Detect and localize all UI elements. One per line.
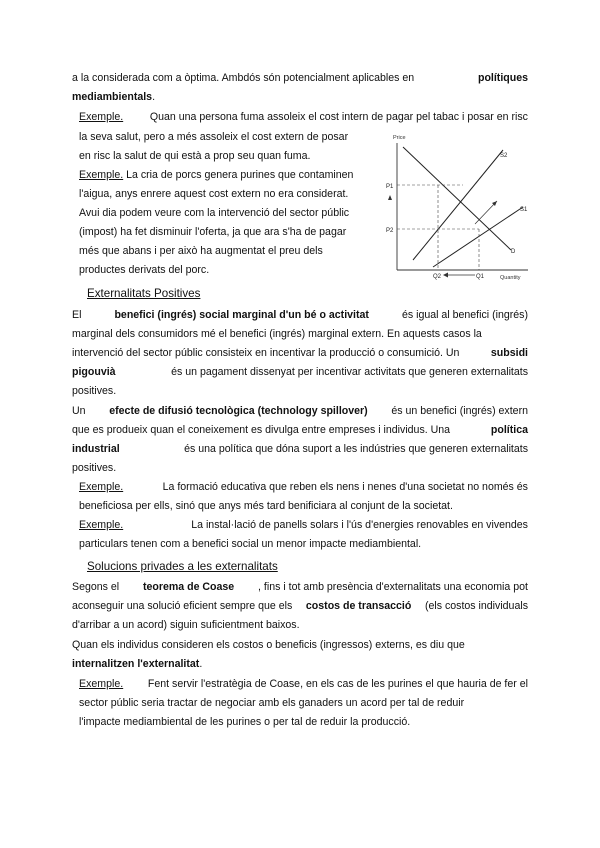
bold-term: benefici (ingrés) social marginal d'un bé o activitat	[114, 309, 369, 321]
supply-curve-s2	[413, 150, 503, 260]
bold-term: internalitzen l'externalitat	[72, 658, 200, 670]
p2-label: P2	[386, 228, 394, 234]
bold-term: costos de transacció	[305, 600, 412, 612]
example5-line-1: Exemple. Fent servir l'estratègia de Coase, en els cas de les purines el que hauria de fer el	[79, 678, 528, 690]
price-arrowhead	[388, 195, 392, 200]
p1-label: P1	[386, 184, 394, 190]
example3-line-1: Exemple. La formació educativa que reben els nens i nenes d'una societat no només és	[79, 481, 528, 493]
example-label: Exemple.	[79, 481, 124, 493]
example2-line-1: Exemple. La cria de porcs genera purines que contaminen	[79, 169, 354, 181]
positive-p2-line-3: industrial és una política que dóna suport a les indústries que generen externalitats	[72, 443, 528, 455]
example4-line-2: particulars tenen com a benefici social un menor impacte mediambiental.	[79, 538, 422, 550]
heading-positive: Externalitats Positives	[87, 287, 201, 300]
supply-demand-figure	[383, 127, 533, 287]
private-p1-line-2: aconseguir una solució eficient sempre que els costos de transacció (els costos individuals	[72, 600, 528, 612]
q1-label: Q1	[476, 274, 485, 280]
positive-p2-line-1: Un efecte de difusió tecnològica (technology spillover) és un benefici (ingrés) extern	[72, 405, 528, 417]
example4-line-1: Exemple. La instal·lació de panells solars i l'ús d'energies renovables en vivendes	[79, 519, 528, 531]
positive-p1-line-5: positives.	[72, 385, 117, 397]
positive-p1-line-4: pigouvià és un pagament dissenyat per incentivar activitats que generen externalitats	[72, 366, 528, 378]
example5-line-2: sector públic seria tractar de negociar amb els ganaders un acord per tal de reduir	[79, 697, 465, 709]
demand-curve	[403, 147, 511, 250]
positive-p2-line-2: que es produeix quan el coneixement es divulga entre empreses i individus. Una política	[72, 424, 528, 436]
bold-term: política	[490, 424, 528, 436]
example-label: Exemple.	[79, 111, 124, 123]
private-p1-line-3: d'arribar a un acord) siguin suficientment baixos.	[72, 619, 300, 631]
heading-private-solutions: Solucions privades a les externalitats	[87, 560, 278, 573]
example2-line-4: (impost) ha fet disminuir l'oferta, ja que ara s'ha de pagar	[79, 226, 347, 238]
s2-label: S2	[500, 153, 508, 159]
example1-line-1: Exemple. Quan una persona fuma assoleix el cost intern de pagar pel tabac i posar en risc	[79, 111, 528, 123]
positive-p1-line-2: marginal dels consumidors mé el benefici (ingrés) marginal extern. En aquests casos la	[72, 328, 482, 340]
y-axis-label: Price	[393, 135, 406, 141]
q2-label: Q2	[433, 274, 442, 280]
example2-line-6: productes derivats del porc.	[79, 264, 210, 276]
example2-line-5: més que abans i per això ha augmentat el preu dels	[79, 245, 323, 257]
example2-line-3: Avui dia podem veure com la intervenció del sector públic	[79, 207, 350, 219]
private-p2-line-1: Quan els individus consideren els costos o beneficis (ingressos) externs, es diu que	[72, 639, 465, 651]
positive-p1-line-3: intervenció del sector públic consisteix en incentivar la producció o consumició. Un subsidi	[72, 347, 528, 359]
example-label: Exemple.	[79, 519, 124, 531]
example5-line-3: l'impacte mediambiental de les purines o per tal de reduir la producció.	[79, 716, 411, 728]
x-axis-label: Quantity	[500, 275, 521, 281]
bold-term: efecte de difusió tecnològica (technology spillover)	[109, 405, 368, 417]
quantity-arrowhead	[443, 273, 448, 278]
intro-line-1	[72, 71, 528, 85]
intro-text: a la considerada com a òptima. Ambdós són potencialment aplicables en	[72, 72, 415, 84]
bold-term: pigouvià	[72, 366, 116, 378]
intro-line-2: mediambientals.	[72, 91, 156, 103]
d-label: D	[511, 249, 516, 255]
intro-bold-term: polítiques	[477, 72, 528, 84]
intro-bold-term-2: mediambientals	[72, 91, 153, 103]
supply-curve-s1	[433, 207, 523, 267]
private-p1-line-1: Segons el teorema de Coase , fins i tot amb presència d'externalitats una economia pot	[72, 581, 528, 593]
example2-line-2: l'aigua, anys enrere aquest cost extern no era considerat.	[79, 188, 349, 200]
positive-p2-line-4: positives.	[72, 462, 117, 474]
private-p2-line-2: internalitzen l'externalitat.	[72, 658, 203, 670]
s1-label: S1	[520, 207, 528, 213]
example-label: Exemple.	[79, 169, 124, 181]
example-label: Exemple.	[79, 678, 124, 690]
bold-term: teorema de Coase	[142, 581, 235, 593]
example1-line-3: en risc la salut de qui està a prop seu quan fuma.	[79, 150, 311, 162]
bold-term: industrial	[72, 443, 120, 455]
positive-p1-line-1: El benefici (ingrés) social marginal d'un bé o activitat és igual al benefici (ingrés)	[72, 309, 528, 321]
bold-term: subsidi	[490, 347, 528, 359]
example3-line-2: beneficiosa per ells, sinó que anys més tard benificiara al conjunt de la societat.	[79, 500, 453, 512]
example1-line-2: la seva salut, pero a més assoleix el cost extern de posar	[79, 131, 349, 143]
